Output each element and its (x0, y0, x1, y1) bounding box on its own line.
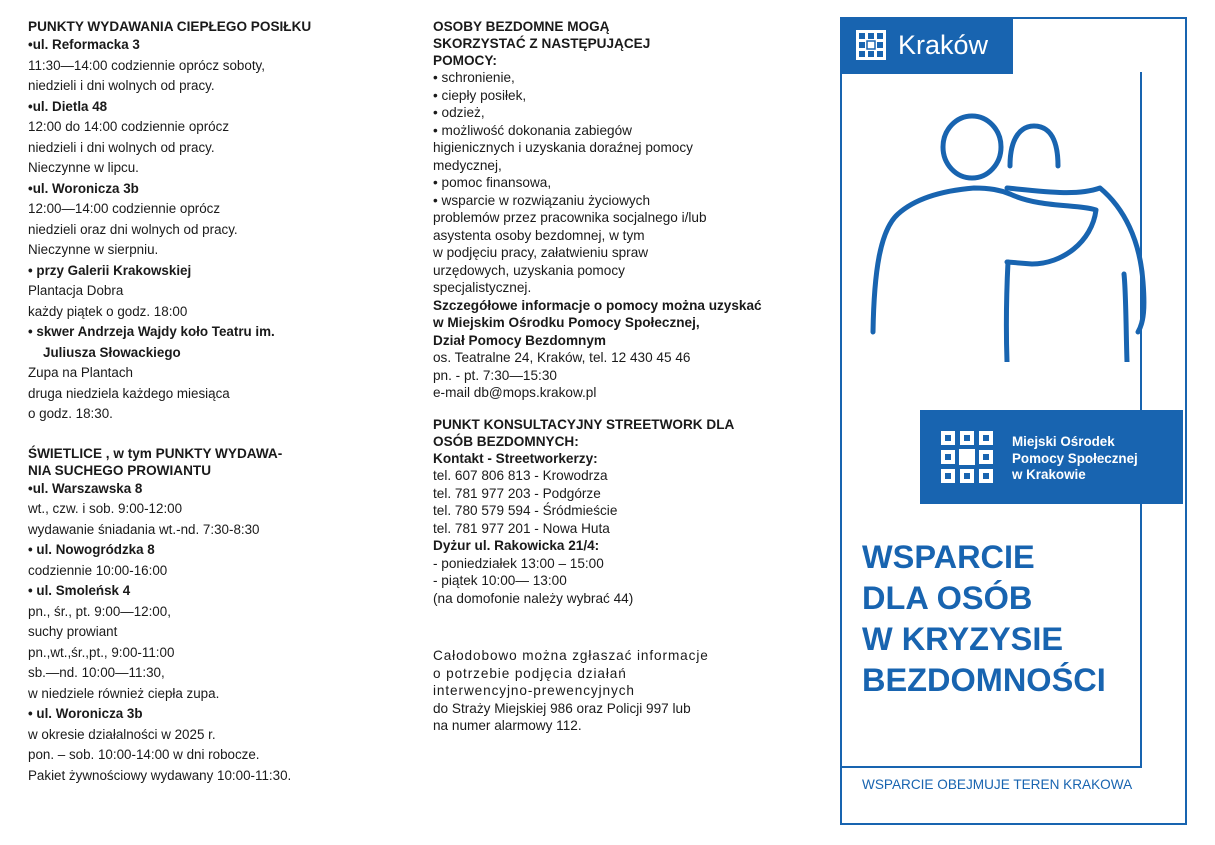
text-line: codziennie 10:00-16:00 (28, 562, 168, 578)
mops-logo-box (920, 410, 1183, 504)
text-line: OSOBY BEZDOMNE MOGĄ (433, 19, 610, 34)
text-line: pn., śr., pt. 9:00—12:00, (28, 603, 171, 619)
text-line: w okresie działalności w 2025 r. (28, 726, 216, 742)
middle-column (433, 18, 803, 735)
text-line: tel. 607 806 813 - Krowodrza (433, 468, 608, 483)
krakow-logo-text: Kraków (898, 30, 989, 60)
text-line: Nieczynne w lipcu. (28, 160, 139, 175)
text-line: • przy Galerii Krakowskiej (28, 262, 192, 278)
text-line: pn.,wt.,śr.,pt., 9:00-11:00 (28, 644, 175, 660)
text-line: • odzież, (433, 105, 485, 120)
text-line: SKORZYSTAĆ Z NASTĘPUJĄCEJ (433, 36, 651, 51)
text-line: pn. - pt. 7:30—15:30 (433, 367, 557, 383)
text-line: Nieczynne w sierpniu. (28, 242, 159, 257)
left-column (28, 18, 388, 786)
text-line: • schronienie, (433, 70, 515, 85)
spacer (433, 627, 803, 647)
text-line: tel. 781 977 201 - Nowa Huta (433, 520, 610, 536)
text-line: każdy piątek o godz. 18:00 (28, 303, 188, 319)
text-line: 12:00—14:00 codziennie oprócz (28, 201, 221, 216)
krakow-logo-box (840, 17, 1013, 74)
text-line: •ul. Woronicza 3b (28, 180, 139, 196)
text-line: Plantacja Dobra (28, 283, 124, 298)
text-line: suchy prowiant (28, 624, 118, 639)
text-line: (na domofonie należy wybrać 44) (433, 590, 634, 606)
text-line: - poniedziałek 13:00 – 15:00 (433, 555, 604, 571)
text-line: Całodobowo można zgłaszać informacje (433, 648, 709, 663)
text-line: o potrzebie podjęcia działań (433, 665, 627, 681)
spacer (433, 402, 803, 416)
text-line: w Miejskim Ośrodku Pomocy Społecznej, (433, 315, 700, 330)
text-line: • możliwość dokonania zabiegów (433, 122, 632, 138)
text-line: Zupa na Plantach (28, 365, 133, 380)
text-line: medycznej, (433, 157, 502, 173)
text-line: Juliusza Słowackiego (43, 344, 181, 360)
support-people-icon (862, 112, 1162, 362)
text-line: • wsparcie w rozwiązaniu życiowych (433, 192, 651, 208)
text-line: niedzieli i dni wolnych od pracy. (28, 139, 215, 155)
text-line: POMOCY: (433, 53, 497, 68)
text-line: w podjęciu pracy, załatwieniu spraw (433, 245, 649, 260)
text-line: pon. – sob. 10:00-14:00 w dni robocze. (28, 747, 260, 762)
text-line: •ul. Dietla 48 (28, 98, 108, 114)
text-line: asystenta osoby bezdomnej, w tym (433, 227, 645, 243)
text-line: e-mail db@mops.krakow.pl (433, 385, 597, 400)
text-line: higienicznych i uzyskania doraźnej pomocy (433, 140, 693, 155)
text-line: 11:30—14:00 codziennie oprócz soboty, (28, 57, 265, 73)
text-line: •ul. Reformacka 3 (28, 37, 140, 52)
text-line: • ul. Woronicza 3b (28, 706, 143, 721)
text-line: wydawanie śniadania wt.-nd. 7:30-8:30 (28, 521, 260, 537)
text-line: wt., czw. i sob. 9:00-12:00 (28, 501, 183, 516)
text-line: OSÓB BEZDOMNYCH: (433, 433, 579, 449)
text-line: druga niedziela każdego miesiąca (28, 385, 230, 401)
text-line: niedzieli i dni wolnych od pracy. (28, 78, 215, 93)
text-line: problemów przez pracownika socjalnego i/lub (433, 210, 707, 225)
text-line: o godz. 18:30. (28, 406, 113, 421)
text-line: tel. 780 579 594 - Śródmieście (433, 503, 618, 518)
text-line: •ul. Warszawska 8 (28, 480, 143, 496)
text-line: NIA SUCHEGO PROWIANTU (28, 462, 212, 478)
text-line: do Straży Miejskiej 986 oraz Policji 997 lub (433, 700, 691, 716)
text-line: specjalistycznej. (433, 280, 532, 295)
leaflet-title: WSPARCIE DLA OSÓB W KRYZYSIE BEZDOMNOŚCI (862, 539, 1106, 698)
coverage-note: WSPARCIE OBEJMUJE TEREN KRAKOWA (862, 777, 1133, 792)
text-line: Szczegółowe informacje o pomocy można uzyskać (433, 297, 762, 313)
text-line: niedzieli oraz dni wolnych od pracy. (28, 221, 238, 237)
text-line: • ul. Smoleńsk 4 (28, 583, 131, 598)
spacer (28, 425, 388, 445)
text-line: Dyżur ul. Rakowicka 21/4: (433, 538, 600, 553)
spacer (433, 607, 803, 627)
text-line: - piątek 10:00— 13:00 (433, 573, 567, 588)
text-line: os. Teatralne 24, Kraków, tel. 12 430 45 46 (433, 350, 691, 365)
text-line: tel. 781 977 203 - Podgórze (433, 485, 601, 501)
text-line: • pomoc finansowa, (433, 175, 552, 190)
text-line: • ciepły posiłek, (433, 87, 527, 103)
text-line: PUNKT KONSULTACYJNY STREETWORK DLA (433, 416, 735, 432)
cover-panel (840, 17, 1187, 825)
text-line: Pakiet żywnościowy wydawany 10:00-11:30. (28, 767, 292, 783)
krakow-crest-icon (856, 30, 886, 60)
text-line: sb.—nd. 10:00—11:30, (28, 665, 165, 680)
text-line: w niedziele również ciepła zupa. (28, 685, 220, 701)
text-line: ŚWIETLICE , w tym PUNKTY WYDAWA- (28, 445, 283, 461)
mops-crest-icon (941, 431, 993, 483)
text-line: 12:00 do 14:00 codziennie oprócz (28, 119, 230, 134)
text-line: • skwer Andrzeja Wajdy koło Teatru im. (28, 324, 275, 339)
text-line: urzędowych, uzyskania pomocy (433, 262, 625, 278)
text-line: interwencyjno-prewencyjnych (433, 683, 635, 698)
text-line: na numer alarmowy 112. (433, 718, 582, 733)
text-line: PUNKTY WYDAWANIA CIEPŁEGO POSIŁKU (28, 19, 312, 34)
text-line: Dział Pomocy Bezdomnym (433, 332, 606, 348)
text-line: Kontakt - Streetworkerzy: (433, 450, 598, 466)
mops-name: Miejski Ośrodek Pomocy Społecznej w Krakowie (1012, 434, 1138, 482)
text-line: • ul. Nowogródzka 8 (28, 542, 155, 557)
